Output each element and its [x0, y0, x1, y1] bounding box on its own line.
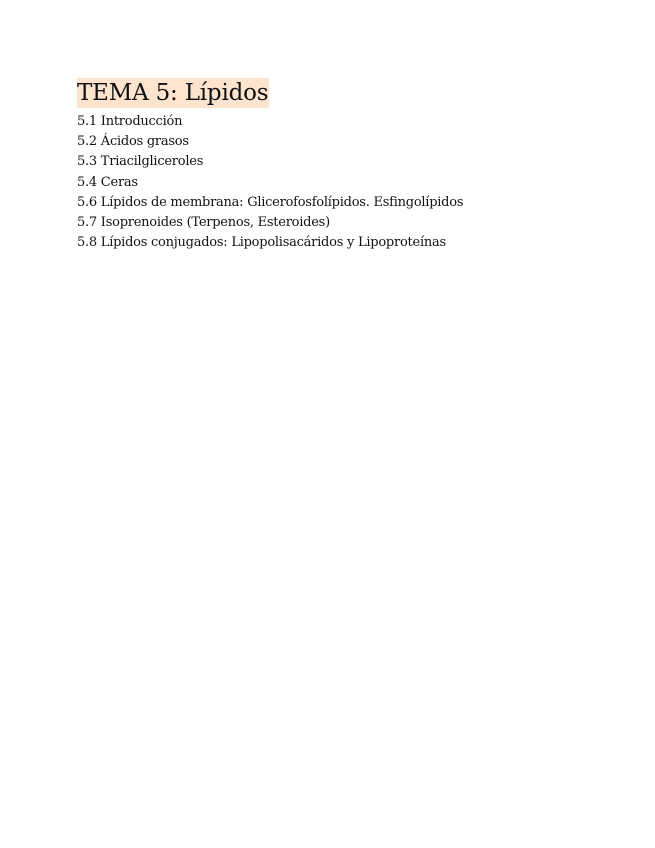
section-item: 5.8 Lípidos conjugados: Lipopolisacáridos y Lipoproteínas: [77, 235, 446, 251]
section-item: 5.2 Ácidos grasos: [77, 134, 189, 150]
document-title: TEMA 5: Lípidos: [77, 80, 269, 106]
section-item: 5.6 Lípidos de membrana: Glicerofosfolípidos. Esfingolípidos: [77, 194, 464, 210]
section-item: 5.4 Ceras: [77, 174, 138, 190]
section-item: 5.3 Triacilgliceroles: [77, 154, 204, 170]
section-item: 5.1 Introducción: [77, 114, 183, 129]
section-list: [77, 112, 597, 253]
section-item: 5.7 Isoprenoides (Terpenos, Esteroides): [77, 214, 330, 230]
document-content: [77, 78, 597, 253]
